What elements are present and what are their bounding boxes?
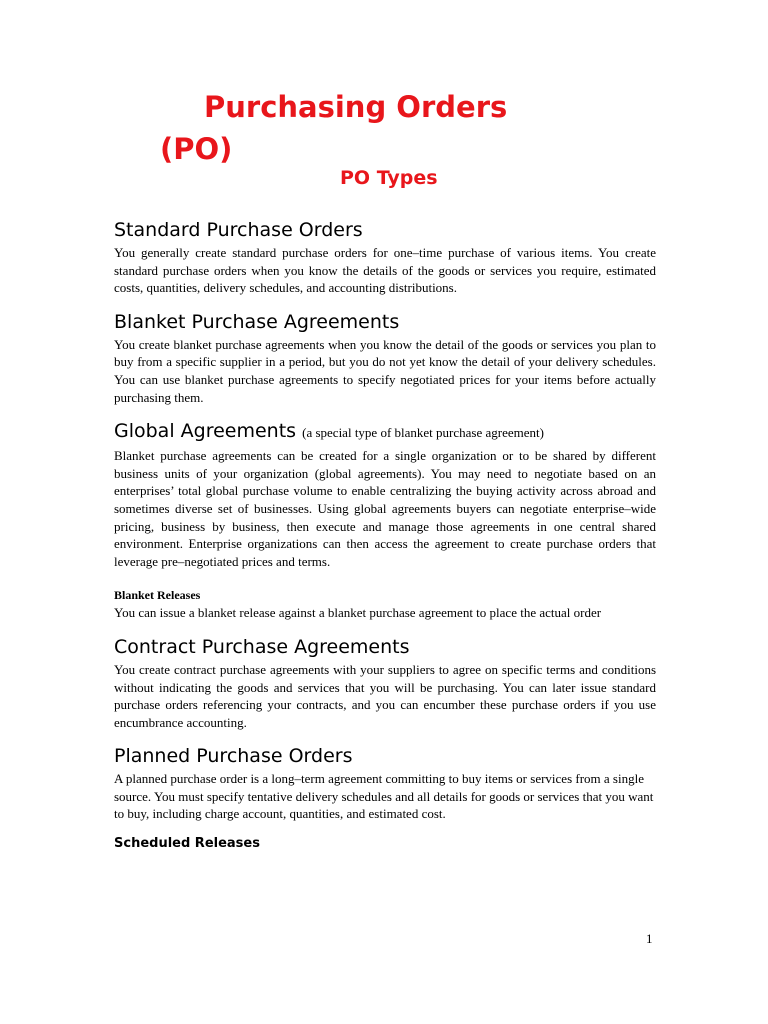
section-heading: Contract Purchase Agreements: [114, 635, 410, 658]
section-blanket-purchase-agreements: [114, 308, 656, 406]
section-scheduled-releases: [114, 834, 656, 854]
section-heading-text: Global Agreements: [114, 420, 297, 443]
section-planned-purchase-orders: [114, 742, 656, 823]
section-heading: Blanket Purchase Agreements: [114, 310, 400, 333]
document-subtitle: PO Types: [340, 167, 438, 189]
section-paragraph: Blanket purchase agreements can be created for a single organization or to be shared by different business units of your organization (global agreements). You may need to negotiate based on an enterprises’ total global purchase volume to enable centralizing the buying activity across abroad and sometimes diverse set of businesses. Using global agreements buyers can negotiate enterprise–wide pricing, business by business, then execute and manage those agreements in one central shared environment. Enterprise organizations can then access the agreement to create purchase orders that leverage pre–negotiated prices and terms.: [114, 448, 656, 569]
subsection-heading: Scheduled Releases: [114, 836, 260, 852]
page-number: 1: [646, 931, 653, 946]
document-title-line2: (PO): [160, 132, 233, 166]
section-heading: Standard Purchase Orders: [114, 219, 363, 241]
document-title: [160, 86, 644, 170]
section-paragraph: You generally create standard purchase orders for one–time purchase of various items. You create standard purchase orders when you know the details of the goods or services you require, estimated costs, quantities, delivery schedules, and accounting distributions.: [114, 245, 656, 296]
section-standard-purchase-orders: [114, 216, 656, 297]
section-global-agreements: [114, 417, 656, 570]
section-paragraph: A planned purchase order is a long–term agreement committing to buy items or services from a single source. You must specify tentative delivery schedules and all details for goods or services that you want to buy, including charge account, quantities, and estimated cost.: [114, 771, 654, 822]
section-blanket-releases: [114, 586, 656, 622]
document-title-line1: Purchasing Orders: [204, 90, 508, 124]
section-heading: [114, 417, 656, 447]
document-body: [114, 216, 656, 854]
section-paragraph: You can issue a blanket release against a blanket purchase agreement to place the actual order: [114, 605, 602, 621]
section-heading-note: (a special type of blanket purchase agreement): [302, 425, 544, 441]
section-paragraph: You create contract purchase agreements with your suppliers to agree on specific terms and conditions without indicating the goods and services that you will be purchasing. You can later issue standard purchase orders referencing your contracts, and you can encumber these purchase orders if you use encumbrance accounting.: [114, 661, 656, 730]
subsection-heading: Blanket Releases: [114, 588, 201, 603]
section-contract-purchase-agreements: [114, 633, 656, 731]
section-paragraph: You create blanket purchase agreements when you know the detail of the goods or services you plan to buy from a specific supplier in a period, but you do not yet know the detail of your delivery schedules. You can use blanket purchase agreements to specify negotiated prices for your items before actually purchasing them.: [114, 336, 656, 405]
section-heading: Planned Purchase Orders: [114, 745, 353, 768]
